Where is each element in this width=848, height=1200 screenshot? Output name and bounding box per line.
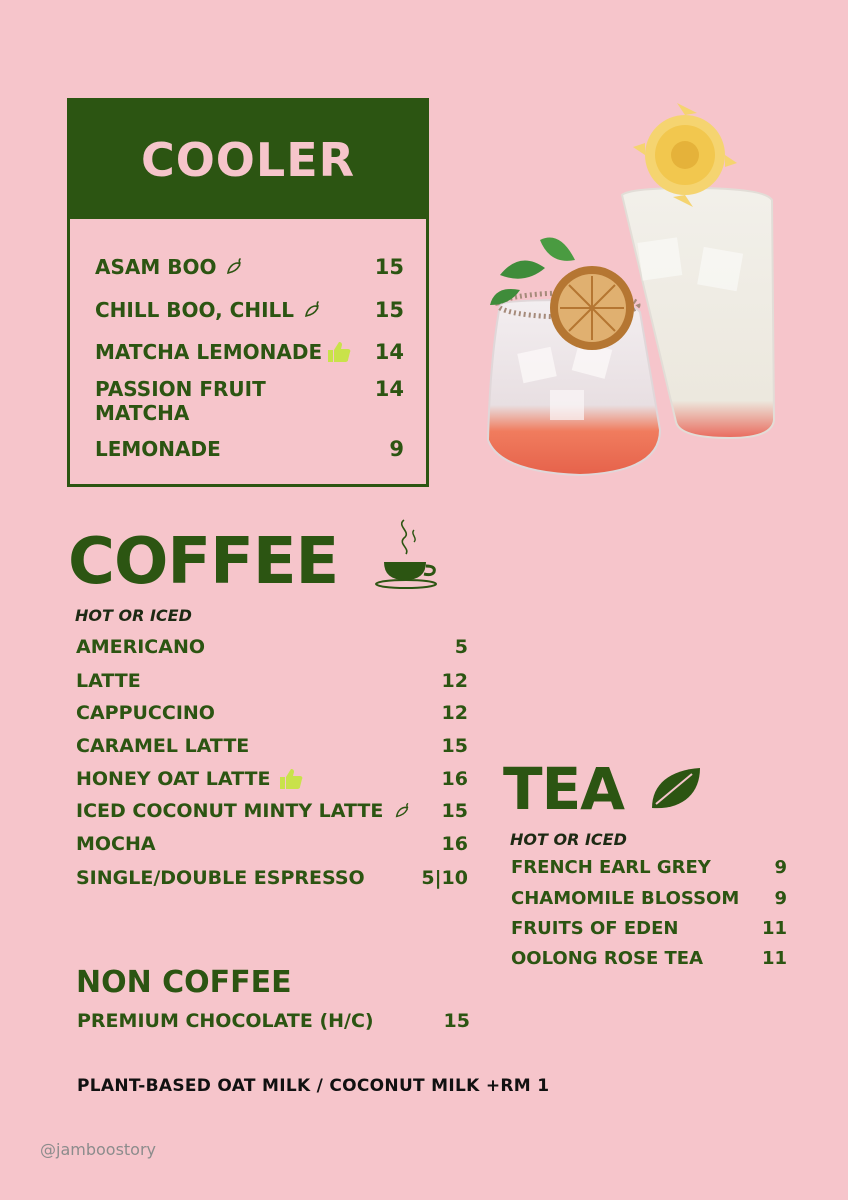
menu-item-price: 15: [443, 1010, 470, 1032]
menu-item-price: 5|10: [421, 867, 468, 889]
menu-item-price: 9: [774, 888, 787, 909]
cooler-section: [67, 98, 429, 487]
menu-item-price: 5: [454, 636, 468, 658]
menu-item-price: 11: [761, 918, 787, 939]
menu-item-name: OOLONG ROSE TEA: [511, 948, 704, 969]
menu-item: [76, 799, 468, 823]
menu-item-price: 15: [441, 800, 468, 822]
menu-item-price: 15: [374, 298, 404, 322]
menu-item-name: FRUITS OF EDEN: [511, 918, 679, 939]
cooler-header: [70, 101, 426, 219]
menu-item: [511, 856, 787, 880]
menu-item-name: HONEY OAT LATTE: [76, 768, 271, 790]
menu-item: [95, 298, 404, 322]
menu-item-price: 16: [441, 768, 468, 790]
cooler-title: COOLER: [140, 133, 356, 187]
thumbs-up-icon: [326, 340, 352, 364]
menu-item: [76, 635, 468, 659]
menu-item-price: 15: [441, 735, 468, 757]
menu-item: [511, 947, 787, 971]
menu-item-name: MOCHA: [76, 833, 156, 855]
menu-item: [76, 767, 468, 791]
menu-item: [95, 377, 404, 425]
chili-icon: [224, 256, 246, 278]
menu-item-name: PASSION FRUIT MATCHA: [95, 377, 266, 425]
menu-item: [77, 1009, 470, 1033]
menu-item: [95, 255, 404, 279]
menu-item-name: MATCHA LEMONADE: [95, 340, 323, 364]
thumbs-up-icon: [278, 767, 304, 791]
menu-item-price: 12: [441, 670, 468, 692]
menu-item: [76, 701, 468, 725]
menu-item-name: ASAM BOO: [95, 255, 217, 279]
menu-item-price: 14: [374, 377, 404, 401]
menu-item-name: CHAMOMILE BLOSSOM: [511, 888, 740, 909]
menu-item-price: 9: [389, 437, 404, 461]
menu-item-price: 11: [761, 948, 787, 969]
menu-item: [95, 340, 404, 364]
menu-item: [511, 887, 787, 911]
menu-item-price: 14: [374, 340, 404, 364]
menu-item-name: LATTE: [76, 670, 141, 692]
menu-item-name: ICED COCONUT MINTY LATTE: [76, 800, 384, 822]
tea-title: TEA: [503, 755, 625, 823]
menu-item-name: FRENCH EARL GREY: [511, 857, 711, 878]
menu-item-name: AMERICANO: [76, 636, 205, 658]
menu-item: [76, 734, 468, 758]
menu-item-price: 12: [441, 702, 468, 724]
menu-item: [76, 669, 468, 693]
menu-item-name: CAPPUCCINO: [76, 702, 215, 724]
menu-item-price: 15: [374, 255, 404, 279]
social-handle: @jamboostory: [40, 1140, 157, 1159]
milk-option-note: PLANT-BASED OAT MILK / COCONUT MILK +RM 1: [77, 1076, 550, 1096]
menu-item-name: CARAMEL LATTE: [76, 735, 250, 757]
menu-item: [511, 917, 787, 941]
menu-item: [76, 866, 468, 890]
leaf-icon: [648, 764, 704, 812]
menu-item-price: 9: [774, 857, 787, 878]
menu-item: [76, 832, 468, 856]
menu-item-name: LEMONADE: [95, 437, 221, 461]
non-coffee-title: NON COFFEE: [76, 965, 292, 1000]
menu-item-name: CHILL BOO, CHILL: [95, 298, 295, 322]
coffee-subtitle: HOT OR ICED: [75, 606, 192, 625]
coffee-title: COFFEE: [68, 525, 339, 599]
menu-item: [95, 437, 404, 461]
drinks-photo: [480, 100, 780, 480]
menu-item-name: SINGLE/DOUBLE ESPRESSO: [76, 867, 365, 889]
menu-item-price: 16: [441, 833, 468, 855]
menu-item-name: PREMIUM CHOCOLATE (H/C): [77, 1010, 374, 1032]
coffee-cup-icon: [374, 516, 444, 592]
tea-subtitle: HOT OR ICED: [510, 830, 627, 849]
chili-icon: [302, 299, 324, 321]
chili-icon: [393, 801, 413, 821]
